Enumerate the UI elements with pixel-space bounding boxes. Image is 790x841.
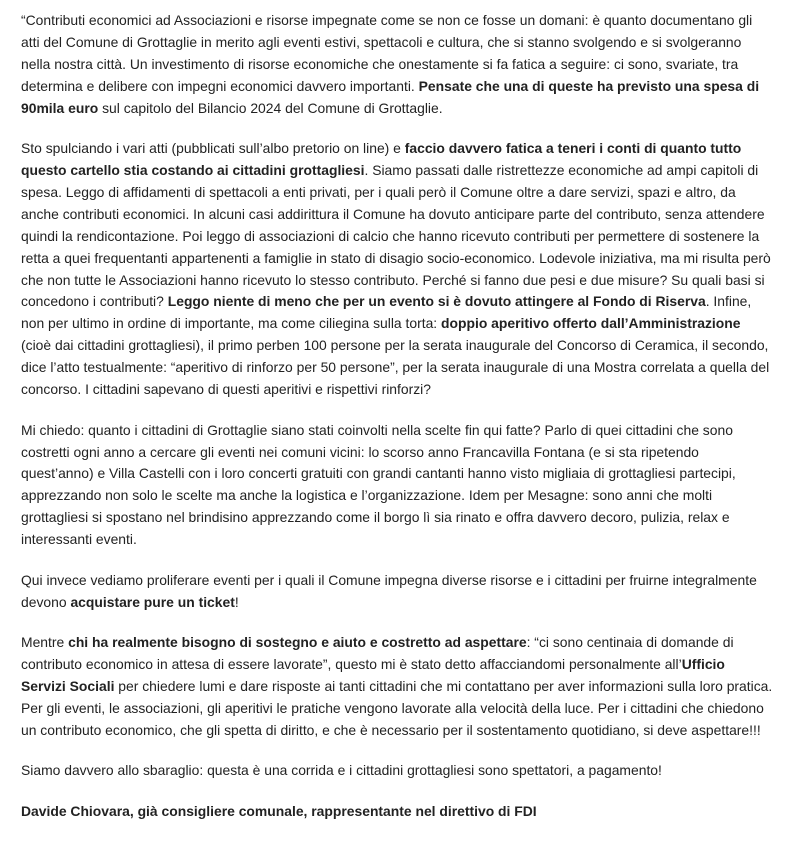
paragraph-cittadini: Mi chiedo: quanto i cittadini di Grottaglie siano stati coinvolti nella scelte fin qui fatte? Parlo di quei cittadini che sono costretti ogni anno a cercare gli eventi nei comuni vicini: lo scorso anno Francavilla Fontana (e si sta ripetendo quest’anno) e Villa Castelli con i loro concerti gratuiti con grandi cantanti hanno visto migliaia di grottagliesi partecipi, apprezzando non solo le scelte ma anche la logistica e l’organizzazione. Idem per Mesagne: sono anni che molti grottagliesi si spostano nel brindisino apprezzando come il borgo lì sia rinato e offra davvero decoro, pulizia, relax e interessanti eventi.	[21, 421, 736, 548]
text: . Siamo passati dalle ristrettezze economiche ad ampi capitoli di spesa. Leggo di affidamenti di spettacoli a enti privati, per i quali però il Comune oltre a dare servizi, spazi e altro, da anche contributi economici. In alcuni casi addirittura il Comune ha dovuto anticipare parte del contributo, senza attendere quindi la rendicontazione. Poi leggo di associazioni di calcio che hanno ricevuto contributi per permettere di sostenere la retta a quei frequentanti appartenenti a famiglie in stato di disagio socio-economico. Lodevole iniziativa, ma mi risulta però che non tutte le Associazioni hanno ricevuto lo stesso contributo. Perché si fanno due pesi e due misure? Su quali basi si concedono i contributi?	[21, 162, 771, 310]
paragraph-servizi-sociali	[21, 632, 773, 742]
signature	[21, 801, 773, 823]
text: : “ci sono centinaia di domande di contributo economico in attesa di essere lavorate”, questo mi è stato detto affacciandomi personalmente all’	[21, 634, 734, 672]
paragraph-ticket	[21, 570, 773, 614]
signature-text: Davide Chiovara, già consigliere comunale, rappresentante nel direttivo di FDI	[21, 802, 537, 819]
highlight-aperitivo: doppio aperitivo offerto dall’Amministrazione	[441, 315, 741, 332]
text: . Infine, non per ultimo in ordine di importante, ma come ciliegina sulla torta:	[21, 293, 752, 332]
text: Sto spulciando i vari atti (pubblicati sull’albo pretorio on line) e	[21, 140, 405, 157]
highlight-90mila: Pensate che una di queste ha previsto una spesa di 90mila euro	[21, 77, 760, 116]
text: “Contributi economici ad Associazioni e risorse impegnate come se non ce fosse un domani: è quanto documentano gli atti del Comune di Grottaglie in merito agli eventi estivi, spettacoli e cultura, che si stanno svolgendo e si svolgeranno nella nostra città. Un investimento di risorse economiche che onestamente si fa fatica a seguire: ci sono, svariate, tra determina e delibere con impegni economici davvero importanti.	[21, 12, 753, 94]
highlight-fondo-riserva: Leggo niente di meno che per un evento si è dovuto attingere al Fondo di Riserva	[167, 293, 706, 310]
highlight-ticket: acquistare pure un ticket	[70, 593, 235, 610]
text: Mentre	[21, 634, 69, 651]
highlight-bisogno: chi ha realmente bisogno di sostegno e aiuto e costretto ad aspettare	[68, 634, 527, 651]
paragraph-intro	[21, 10, 773, 120]
text: sul capitolo del Bilancio 2024 del Comune di Grottaglie.	[98, 99, 443, 116]
paragraph-conclusion: Siamo davvero allo sbaraglio: questa è una corrida e i cittadini grottagliesi sono spettatori, a pagamento!	[21, 762, 662, 779]
text: (cioè dai cittadini grottagliesi), il primo perben 100 persone per la serata inaugurale del Concorso di Ceramica, il secondo, dice l’atto testualmente: “aperitivo di rinforzo per 50 persone”, per la serata inaugurale di una Mostra correlata a quella del concorso. I cittadini sapevano di questi aperitivi e rispettivi rinforzi?	[21, 337, 770, 398]
text: Qui invece vediamo proliferare eventi per i quali il Comune impegna diverse risorse e i cittadini per fruirne integralmente devono	[21, 571, 757, 610]
text: !	[234, 593, 239, 610]
article-body	[21, 10, 773, 841]
text: per chiedere lumi e dare risposte ai tanti cittadini che mi contattano per aver informazioni sulla loro pratica. Per gli eventi, le associazioni, gli aperitivi le pratiche vengono lavorate alla velocità della luce. Per i cittadini che chiedono un contributo economico, che gli spetta di diritto, e che è necessario per il sostentamento quotidiano, si deve aspettare!!!	[21, 677, 773, 738]
highlight-ufficio: Ufficio Servizi Sociali	[21, 655, 725, 694]
highlight-conti: faccio davvero fatica a teneri i conti di quanto tutto questo cartello stia costando ai cittadini grottagliesi	[21, 140, 742, 179]
paragraph-atti	[21, 138, 773, 401]
